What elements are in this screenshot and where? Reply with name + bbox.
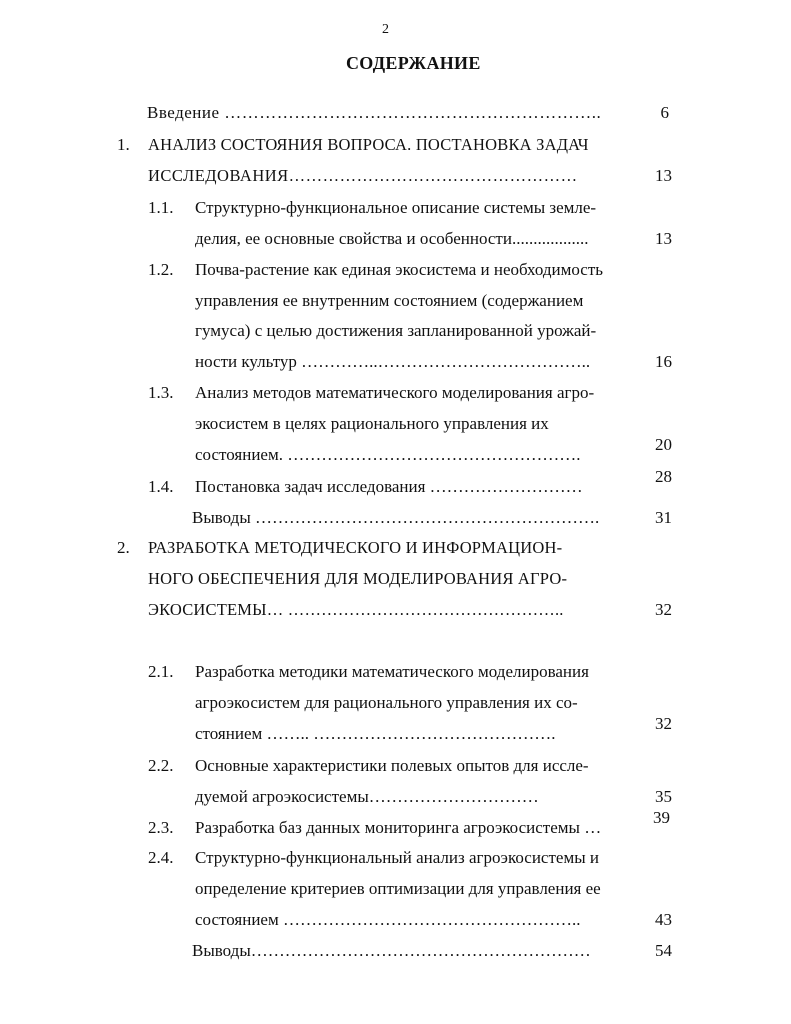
toc-page-number: 32 xyxy=(655,714,672,733)
toc-entry-text: делия, ее основные свойства и особенности.................. xyxy=(195,229,589,248)
toc-entry-text: Основные характеристики полевых опытов для иссле- xyxy=(195,756,589,775)
toc-entry-text: экосистем в целях рационального управления их xyxy=(195,414,549,433)
toc-entry-number: 1. xyxy=(117,135,130,154)
toc-entry-text: Разработка методики математического моделирования xyxy=(195,662,589,681)
toc-entry-text: Постановка задач исследования ……………………… xyxy=(195,477,583,496)
toc-page-number: 39 xyxy=(653,808,670,827)
toc-entry-number: 2.2. xyxy=(148,756,174,775)
toc-entry-number: 1.3. xyxy=(148,383,174,402)
toc-page-number: 43 xyxy=(655,910,672,929)
toc-entry-number: 2. xyxy=(117,538,130,557)
toc-page-number: 6 xyxy=(660,103,669,122)
toc-entry-text: Структурно-функциональное описание системы земле- xyxy=(195,198,597,217)
toc-entry-text: Почва-растение как единая экосистема и необходимость xyxy=(195,260,604,279)
toc-entry-number: 2.3. xyxy=(148,818,174,837)
toc-entry-number: 1.2. xyxy=(148,260,174,279)
toc-entry-text: определение критериев оптимизации для управления ее xyxy=(195,879,601,898)
toc-entry-text: ЭКОСИСТЕМЫ… ………………………………………….. xyxy=(148,600,564,619)
toc-entry-text: Разработка баз данных мониторинга агроэкосистемы … xyxy=(195,818,602,837)
toc-entry-number: 1.1. xyxy=(148,198,174,217)
toc-entry-text: ИССЛЕДОВАНИЯ…………………………………………… xyxy=(148,166,578,185)
toc-entry-text: Структурно-функциональный анализ агроэкосистемы и xyxy=(195,848,599,867)
toc-entry-text: ности культур …………..……………………………….. xyxy=(195,352,591,371)
toc-entry-text: АНАЛИЗ СОСТОЯНИЯ ВОПРОСА. ПОСТАНОВКА ЗАДАЧ xyxy=(148,135,589,154)
toc-page-number: 20 xyxy=(655,435,672,454)
toc-entry-text: Введение ……………………………………………………….. xyxy=(147,103,602,122)
toc-entry-text: Выводы…………………………………………………… xyxy=(192,941,591,960)
toc-entry-text: стоянием …….. ……………………………………. xyxy=(195,724,556,743)
toc-entry-number: 2.4. xyxy=(148,848,174,867)
toc-entry-text: гумуса) с целью достижения запланированной урожай- xyxy=(195,321,597,340)
page-number: 2 xyxy=(382,22,389,37)
toc-page-number: 35 xyxy=(655,787,672,806)
page-title: СОДЕРЖАНИЕ xyxy=(346,53,481,73)
toc-page-number: 28 xyxy=(655,467,672,486)
toc-entry-text: состоянием …………………………………………….. xyxy=(195,910,581,929)
toc-entry-text: агроэкосистем для рационального управления их со- xyxy=(195,693,578,712)
toc-page-number: 54 xyxy=(655,941,672,960)
toc-page-number: 32 xyxy=(655,600,672,619)
toc-entry-text: Анализ методов математического моделирования агро- xyxy=(195,383,595,402)
toc-entry-number: 2.1. xyxy=(148,662,174,681)
toc-entry-text: управления ее внутренним состоянием (содержанием xyxy=(195,291,584,310)
toc-entry-text: состоянием. ……………………………………………. xyxy=(195,445,581,464)
toc-page-number: 13 xyxy=(655,166,672,185)
toc-entry-text: дуемой агроэкосистемы………………………… xyxy=(195,787,539,806)
toc-page-number: 31 xyxy=(655,508,672,527)
toc-entry-text: Выводы ……………………………………………………. xyxy=(192,508,600,527)
toc-page-number: 13 xyxy=(655,229,672,248)
toc-page-number: 16 xyxy=(655,352,672,371)
toc-entry-text: РАЗРАБОТКА МЕТОДИЧЕСКОГО И ИНФОРМАЦИОН- xyxy=(148,538,563,557)
toc-entry-number: 1.4. xyxy=(148,477,174,496)
toc-entry-text: НОГО ОБЕСПЕЧЕНИЯ ДЛЯ МОДЕЛИРОВАНИЯ АГРО- xyxy=(148,569,568,588)
